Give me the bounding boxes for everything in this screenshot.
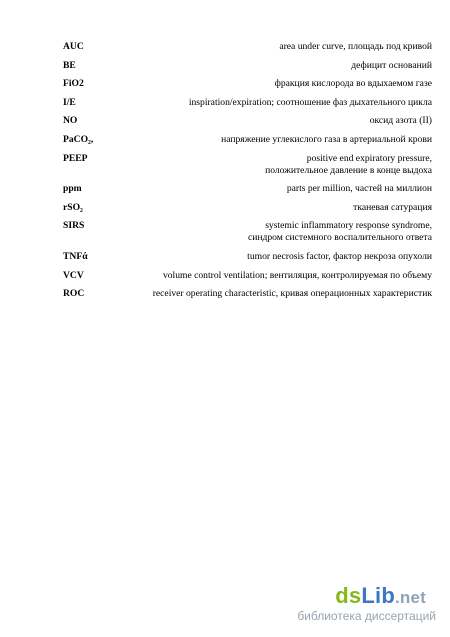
abbreviation-definition bbox=[92, 270, 432, 282]
definition-line: area under curve, площадь под кривой bbox=[279, 41, 432, 52]
abbreviation-definition bbox=[92, 78, 432, 90]
abbreviation-term: NO bbox=[63, 115, 78, 127]
logo-ds-text: ds bbox=[335, 583, 362, 608]
abbreviation-definition bbox=[84, 97, 432, 109]
definition-line: оксид азота (II) bbox=[369, 115, 432, 127]
abbreviation-definition bbox=[90, 183, 432, 195]
abbreviation-row bbox=[63, 288, 432, 300]
abbreviation-row bbox=[63, 183, 432, 195]
abbreviation-term: ROC bbox=[63, 288, 85, 300]
abbreviation-term: ppm bbox=[63, 183, 82, 195]
abbreviation-row bbox=[63, 251, 432, 263]
abbreviation-row bbox=[63, 97, 432, 109]
definition-line: положительное давление в конце выдоха bbox=[265, 164, 432, 176]
definition-line: receiver operating characteristic, кривая операционных характеристик bbox=[152, 288, 432, 300]
abbreviation-term: SIRS bbox=[63, 220, 85, 232]
watermark-caption: библиотека диссертаций bbox=[297, 609, 436, 623]
abbreviation-row bbox=[63, 202, 432, 214]
definition-line: volume control ventilation; вентиляция, контролируемая по объему bbox=[162, 269, 432, 281]
abbreviation-definition bbox=[85, 115, 432, 127]
definition-line: тканевая сатурация bbox=[353, 201, 432, 213]
abbreviation-term: TNFά bbox=[63, 250, 88, 262]
abbreviation-definition bbox=[91, 202, 432, 214]
logo-net-text: .net bbox=[394, 588, 426, 607]
abbreviation-term: rSO₂ bbox=[63, 201, 83, 213]
abbreviation-definition bbox=[92, 220, 432, 244]
abbreviation-definition bbox=[101, 134, 432, 146]
abbreviation-definition bbox=[92, 41, 432, 53]
abbreviation-term: AUC bbox=[63, 41, 84, 52]
definition-line: синдром системного воспалительного ответа bbox=[247, 232, 432, 244]
abbreviation-term: PEEP bbox=[63, 152, 88, 164]
definition-line: positive end expiratory pressure, bbox=[306, 152, 432, 164]
abbreviation-row bbox=[63, 134, 432, 146]
abbreviation-term: PaCO₂, bbox=[63, 133, 94, 145]
abbreviation-row bbox=[63, 270, 432, 282]
definition-line: tumor necrosis factor, фактор некроза опухоли bbox=[247, 250, 432, 262]
abbreviation-row bbox=[63, 78, 432, 90]
abbreviation-term: VCV bbox=[63, 269, 84, 281]
abbreviation-term: BE bbox=[63, 59, 76, 71]
definition-line: фракция кислорода во вдыхаемом газе bbox=[274, 78, 432, 90]
abbreviation-definition bbox=[96, 251, 432, 263]
definition-line: напряжение углекислого газа в артериальной крови bbox=[221, 133, 432, 145]
abbreviation-term: FiO2 bbox=[63, 78, 84, 90]
abbreviation-definition bbox=[84, 60, 432, 72]
dslib-logo bbox=[335, 583, 426, 609]
abbreviation-row bbox=[63, 60, 432, 72]
definition-line: systemic inflammatory response syndrome, bbox=[265, 220, 432, 232]
dslib-watermark bbox=[246, 583, 436, 625]
abbreviation-row bbox=[63, 220, 432, 244]
abbreviation-row bbox=[63, 115, 432, 127]
definition-line: inspiration/expiration; соотношение фаз дыхательного цикла bbox=[188, 96, 432, 108]
abbreviation-row bbox=[63, 153, 432, 177]
definition-line: parts per million, частей на миллион bbox=[286, 183, 432, 195]
abbreviation-definition bbox=[96, 153, 432, 177]
definition-line: дефицит оснований bbox=[351, 59, 432, 71]
abbreviation-list bbox=[63, 41, 432, 300]
abbreviation-term: I/E bbox=[63, 96, 76, 108]
abbreviation-definition bbox=[92, 288, 432, 300]
logo-lib-text: Lib bbox=[361, 583, 395, 608]
abbreviation-row bbox=[63, 41, 432, 53]
